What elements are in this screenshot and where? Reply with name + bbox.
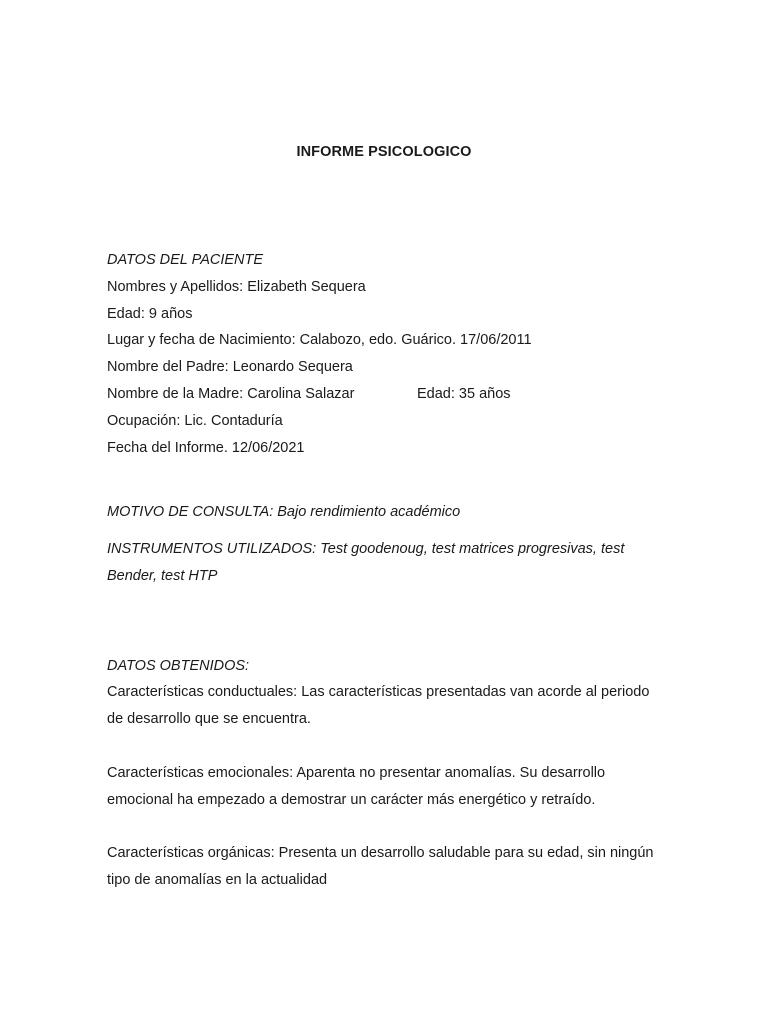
organic-characteristics: Características orgánicas: Presenta un desarrollo saludable para su edad, sin ningún tipo de anomalías en la actualidad — [107, 845, 654, 888]
patient-data-heading: DATOS DEL PACIENTE — [107, 252, 264, 268]
behavioral-characteristics: Características conductuales: Las características presentadas van acorde al periodo de desarrollo que se encuentra. — [107, 684, 650, 727]
report-date: Fecha del Informe. 12/06/2021 — [107, 440, 305, 456]
consultation-reason: MOTIVO DE CONSULTA: Bajo rendimiento académico — [107, 504, 461, 520]
emotional-characteristics: Características emocionales: Aparenta no presentar anomalías. Su desarrollo emocional ha empezado a demostrar un carácter más energético y retraído. — [107, 765, 606, 808]
birth-place-date: Lugar y fecha de Nacimiento: Calabozo, edo. Guárico. 17/06/2011 — [107, 332, 532, 348]
obtained-data-heading: DATOS OBTENIDOS: — [107, 658, 250, 674]
instruments-used: INSTRUMENTOS UTILIZADOS: Test goodenoug, test matrices progresivas, test Bender, test HTP — [107, 541, 625, 584]
occupation: Ocupación: Lic. Contaduría — [107, 413, 283, 429]
mother-age: Edad: 35 años — [417, 386, 511, 402]
patient-age: Edad: 9 años — [107, 306, 193, 322]
mother-name: Nombre de la Madre: Carolina Salazar — [107, 386, 355, 402]
father-name: Nombre del Padre: Leonardo Sequera — [107, 359, 353, 375]
report-title: INFORME PSICOLOGICO — [296, 144, 472, 160]
patient-name: Nombres y Apellidos: Elizabeth Sequera — [107, 279, 366, 295]
mother-row — [107, 384, 607, 404]
